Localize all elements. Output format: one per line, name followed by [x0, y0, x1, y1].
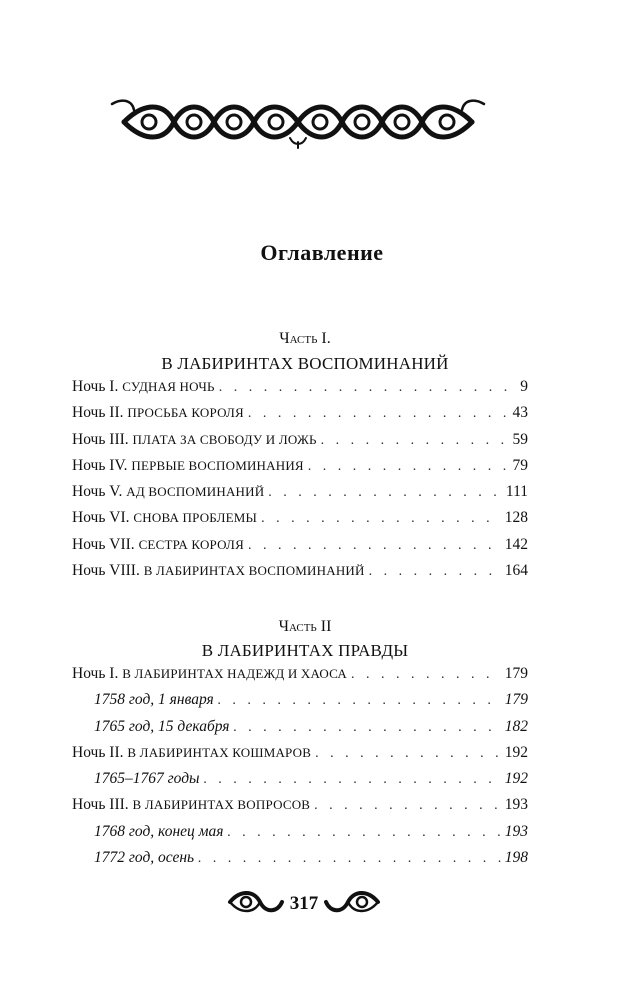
entry-night: Ночь III. — [72, 430, 129, 448]
toc-subentry[interactable] — [72, 823, 528, 849]
subentry-label: 1768 год, конец мая — [94, 822, 224, 840]
leader-dots — [219, 380, 517, 396]
entry-page: 59 — [512, 430, 528, 448]
entry-night: Ночь V. — [72, 483, 123, 501]
top-ornament-icon — [104, 92, 492, 152]
leader-dots — [218, 693, 501, 709]
entry-page: 9 — [520, 378, 528, 395]
entry-page: 164 — [504, 562, 528, 580]
entry-night: Ночь II. — [72, 404, 124, 422]
toc-subentry[interactable] — [72, 718, 528, 744]
entry-night: Ночь I. — [72, 665, 119, 682]
entry-name: В ЛАБИРИНТАХ НАДЕЖД И ХАОСА — [122, 666, 347, 681]
entry-name: ПЛАТА ЗА СВОБОДУ И ЛОЖЬ — [132, 431, 317, 447]
subentry-label: 1765–1767 годы — [94, 770, 200, 788]
leader-dots — [261, 511, 501, 527]
entry-name: В ЛАБИРИНТАХ КОШМАРОВ — [127, 744, 312, 760]
entry-page: 142 — [504, 535, 528, 553]
entry-page: 193 — [504, 796, 528, 814]
entry-page: 179 — [504, 665, 528, 682]
toc-entry[interactable] — [72, 378, 528, 404]
part-1-title: В ЛАБИРИНТАХ ВОСПОМИНАНИЙ — [161, 354, 449, 373]
entry-night: Ночь III. — [72, 796, 129, 814]
entry-night: Ночь I. — [72, 378, 119, 395]
toc-entry[interactable] — [72, 483, 528, 509]
toc-entry[interactable] — [72, 509, 528, 535]
entry-night: Ночь VII. — [72, 535, 135, 553]
entry-name: В ЛАБИРИНТАХ ВОПРОСОВ — [132, 797, 311, 813]
toc-entry[interactable] — [72, 665, 528, 691]
page-number: 317 — [289, 893, 319, 914]
entry-night: Ночь II. — [72, 743, 124, 761]
leader-dots — [228, 825, 501, 841]
leader-dots — [321, 433, 509, 449]
toc-subentry[interactable] — [72, 849, 528, 875]
toc-entry[interactable] — [72, 536, 528, 562]
toc-entry[interactable] — [72, 744, 528, 770]
toc-entry[interactable] — [72, 457, 528, 483]
entry-page: 193 — [504, 822, 528, 840]
toc-subentry[interactable] — [72, 770, 528, 796]
leader-dots — [234, 720, 501, 736]
entry-page: 43 — [512, 404, 528, 422]
leader-dots — [369, 564, 501, 580]
entry-night: Ночь IV. — [72, 456, 128, 474]
subentry-label: 1765 год, 15 декабря — [94, 717, 230, 735]
toc-entry[interactable] — [72, 431, 528, 457]
leader-dots — [204, 772, 501, 788]
entry-name: ПРОСЬБА КОРОЛЯ — [127, 405, 244, 421]
toc-entry[interactable] — [72, 404, 528, 430]
entry-name: СЕСТРА КОРОЛЯ — [138, 536, 244, 552]
leader-dots — [314, 798, 501, 814]
entry-night: Ночь VIII. — [72, 562, 140, 580]
leader-dots — [268, 485, 502, 501]
leader-dots — [248, 406, 509, 422]
part-1-label: Часть I. — [279, 330, 331, 347]
leader-dots — [198, 851, 501, 867]
entry-page: 182 — [504, 717, 528, 735]
entry-name: В ЛАБИРИНТАХ ВОСПОМИНАНИЙ — [143, 563, 365, 579]
toc-entry[interactable] — [72, 562, 528, 588]
leader-dots — [248, 538, 501, 554]
entry-page: 179 — [504, 691, 528, 709]
entry-page: 198 — [504, 849, 528, 867]
leader-dots — [308, 459, 509, 475]
part-2-toc — [72, 665, 528, 875]
leader-dots — [351, 667, 501, 683]
part-1-toc — [72, 378, 528, 588]
entry-night: Ночь VI. — [72, 509, 130, 527]
page-title: Оглавление — [260, 240, 384, 265]
entry-page: 192 — [504, 770, 528, 788]
part-2-title: В ЛАБИРИНТАХ ПРАВДЫ — [201, 641, 409, 660]
entry-name: ПЕРВЫЕ ВОСПОМИНАНИЯ — [131, 457, 304, 473]
entry-name: СУДНАЯ НОЧЬ — [122, 379, 215, 394]
entry-page: 192 — [504, 743, 528, 761]
subentry-label: 1758 год, 1 января — [94, 691, 214, 709]
toc-subentry[interactable] — [72, 691, 528, 717]
entry-page: 111 — [505, 483, 528, 501]
entry-name: АД ВОСПОМИНАНИЙ — [126, 484, 265, 500]
entry-page: 79 — [512, 456, 528, 474]
toc-entry[interactable] — [72, 796, 528, 822]
leader-dots — [315, 746, 501, 762]
entry-name: СНОВА ПРОБЛЕМЫ — [133, 510, 258, 526]
subentry-label: 1772 год, осень — [94, 849, 195, 867]
part-2-label: Часть II — [278, 618, 332, 635]
entry-page: 128 — [504, 509, 528, 527]
